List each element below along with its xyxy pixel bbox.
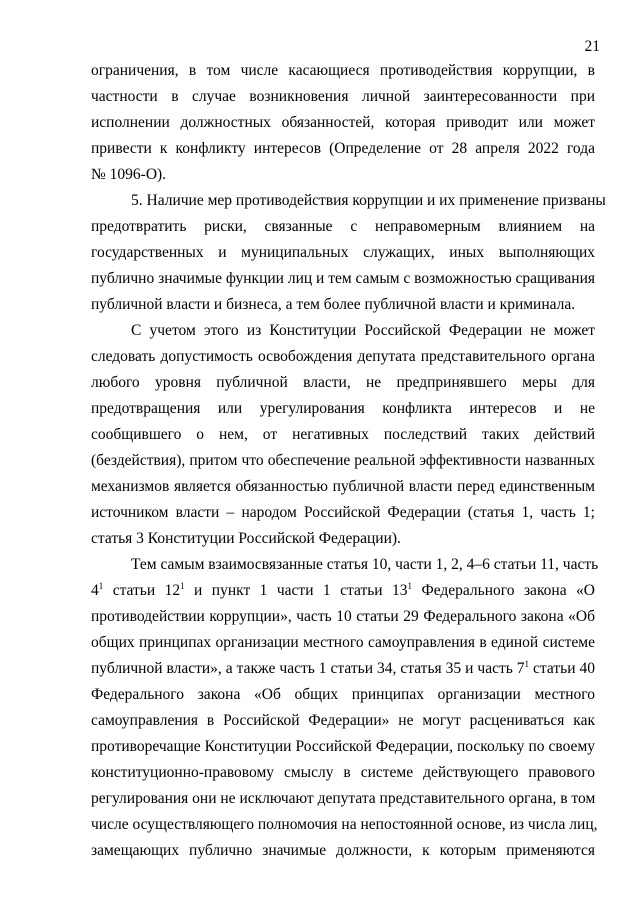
text-line: № 1096-О). <box>91 166 167 183</box>
text-line: ограничения, в том числе касающиеся противодействия коррупции, в <box>91 62 595 79</box>
text-line: привести к конфликту интересов (Определение от 28 апреля 2022 года <box>91 140 595 157</box>
text-line: (бездействия), притом что обеспечение реальной эффективности названных <box>91 452 595 469</box>
text-line: общих принципах организации местного самоуправления в единой системе <box>91 634 595 651</box>
text-line: любого уровня публичной власти, не предпринявшего меры для <box>91 374 595 391</box>
text-line: сообщившего о нем, от негативных последствий таких действий <box>91 426 595 443</box>
text-line: исполнении должностных обязанностей, которая приводит или может <box>91 114 595 131</box>
text-line: публичной власти и бизнеса, а тем более публичной власти и криминала. <box>91 296 576 313</box>
text-line: статья 3 Конституции Российской Федерации). <box>91 530 401 547</box>
text-line: регулирования они не исключают депутата представительного органа, в том <box>91 790 596 807</box>
text-line: замещающих публично значимые должности, к которым применяются <box>91 842 595 859</box>
text-line: государственных и муниципальных служащих, иных выполняющих <box>91 244 595 261</box>
text-line: самоуправления в Российской Федерации» не могут расцениваться как <box>91 712 595 729</box>
text-line: предотвращения или урегулирования конфликта интересов и не <box>91 400 595 417</box>
text-line: следовать допустимость освобождения депутата представительного органа <box>91 348 595 365</box>
text-line: числе осуществляющего полномочия на непостоянной основе, из числа лиц, <box>91 816 598 833</box>
text-line: предотвратить риски, связанные с неправомерным влиянием на <box>91 218 595 235</box>
text-line: публично значимые функции лиц и тем самым с возможностью сращивания <box>91 270 595 287</box>
page-number: 21 <box>584 38 600 55</box>
text-line: С учетом этого из Конституции Российской Федерации не может <box>131 322 595 339</box>
text-line: публичной власти», а также часть 1 статьи 34, статья 35 и часть $7^1$ статьи 40 <box>91 659 595 677</box>
text-line: противоречащие Конституции Российской Федерации, поскольку по своему <box>91 738 595 755</box>
text-line: частности в случае возникновения личной заинтересованности при <box>91 88 595 105</box>
text-line: 5. Наличие мер противодействия коррупции и их применение призваны <box>131 192 606 209</box>
text-line: механизмов является обязанностью публичной власти перед единственным <box>91 478 595 495</box>
text-line: источником власти – народом Российской Федерации (статья 1, часть 1; <box>91 504 595 521</box>
text-line: конституционно-правовому смыслу в системе действующего правового <box>91 764 595 781</box>
text-line: Тем самым взаимосвязанные статья 10, части 1, 2, 4–6 статьи 11, часть <box>131 556 599 573</box>
text-line: $4^1$ статьи $12^1$ и пункт 1 части 1 статьи $13^1$ Федерального закона «О <box>91 581 595 599</box>
text-line: противодействии коррупции», часть 10 статьи 29 Федерального закона «Об <box>91 608 595 625</box>
text-line: Федерального закона «Об общих принципах организации местного <box>91 686 595 703</box>
